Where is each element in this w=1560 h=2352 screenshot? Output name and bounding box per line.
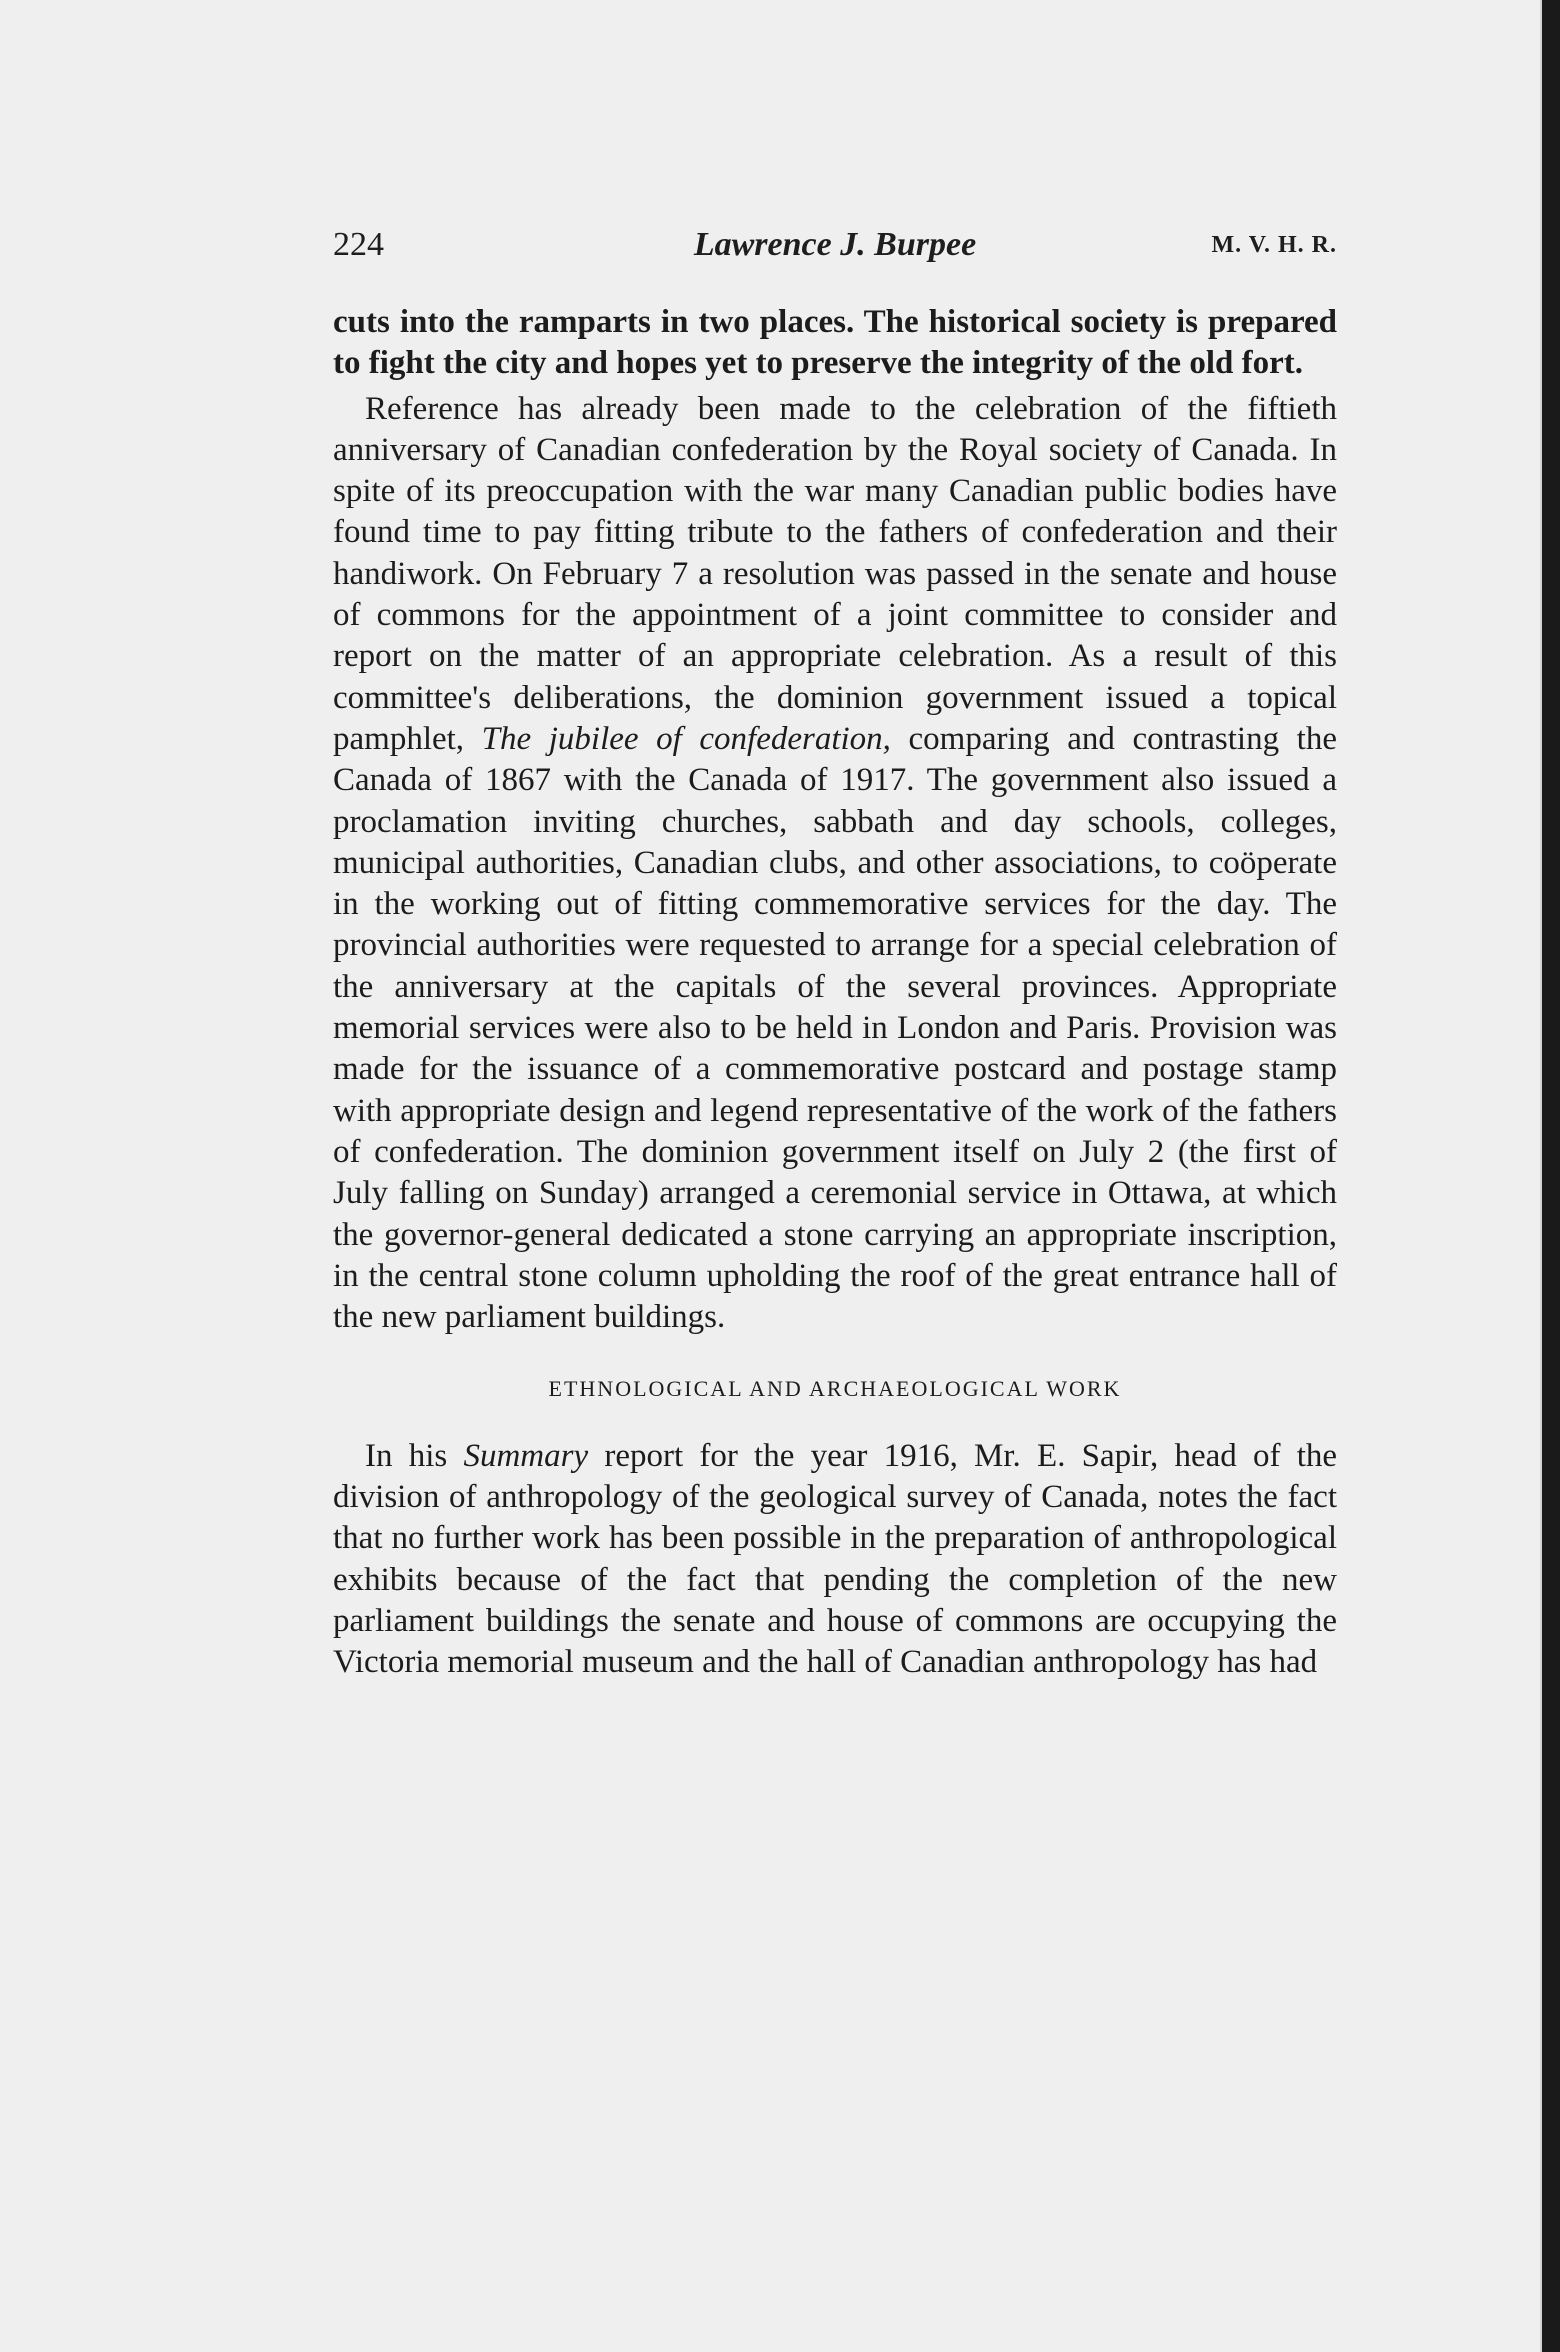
journal-abbreviation: M. V. H. R.	[1211, 232, 1337, 258]
page-header	[333, 226, 1337, 276]
report-title: Summary	[463, 1437, 589, 1474]
paragraph-text: cuts into the ramparts in two places. The historical society is prepared to fight the city and hopes yet to preserve the integrity of the old fort.	[333, 304, 1337, 382]
paragraph-text: comparing and contrasting the Canada of 1867 with the Canada of 1917. The government also issued a proclamation inviting churches, sabbath and day schools, colleges, municipal authorities, Canadian clubs, and other associations, to coöperate in the working out of fitting commemorative services for the day. The provincial authorities were requested to arrange for a special celebration of the anniversary at the capitals of the several provinces. Appropriate memorial services were also to be held in London and Paris. Provision was made for the issuance of a commemorative postcard and postage stamp with appropriate design and legend representative of the work of the fathers of confederation. The dominion government itself on July 2 (the first of July falling on Sunday) arranged a ceremonial service in Ottawa, at which the governor-general dedicated a stone carrying an appropriate inscription, in the central stone column upholding the roof of the great entrance hall of the new parliament buildings.	[333, 720, 1337, 1336]
paragraph-ethnological	[333, 1436, 1337, 1684]
page-number: 224	[333, 226, 384, 263]
paragraph-confederation	[333, 389, 1337, 1339]
pamphlet-title: The jubilee of confederation,	[481, 720, 891, 757]
page-body	[333, 302, 1337, 1684]
paragraph-continued	[333, 302, 1337, 385]
paragraph-text: report for the year 1916, Mr. E. Sapir, head of the division of anthropology of the geological survey of Canada, notes the fact that no further work has been possible in the preparation of anthropological exhibits because of the fact that pending the completion of the new parliament buildings the senate and house of commons are occupying the Victoria memorial museum and the hall of Canadian anthropology has had	[333, 1437, 1338, 1681]
paragraph-text: In his	[365, 1437, 464, 1474]
running-title: Lawrence J. Burpee	[693, 226, 977, 263]
section-heading: ETHNOLOGICAL AND ARCHAEOLOGICAL WORK	[548, 1376, 1122, 1402]
scan-border	[1542, 0, 1560, 2352]
paragraph-text: Reference has already been made to the celebration of the fiftieth anniversary of Canadian confederation by the Royal society of Canada. In spite of its preoccupation with the war many Canadian public bodies have found time to pay fitting tribute to the fathers of confederation and their handiwork. On February 7 a resolution was passed in the senate and house of commons for the appointment of a joint committee to consider and report on the matter of an appropriate celebration. As a result of this committee's deliberations, the dominion government issued a topical pamphlet,	[333, 390, 1337, 757]
